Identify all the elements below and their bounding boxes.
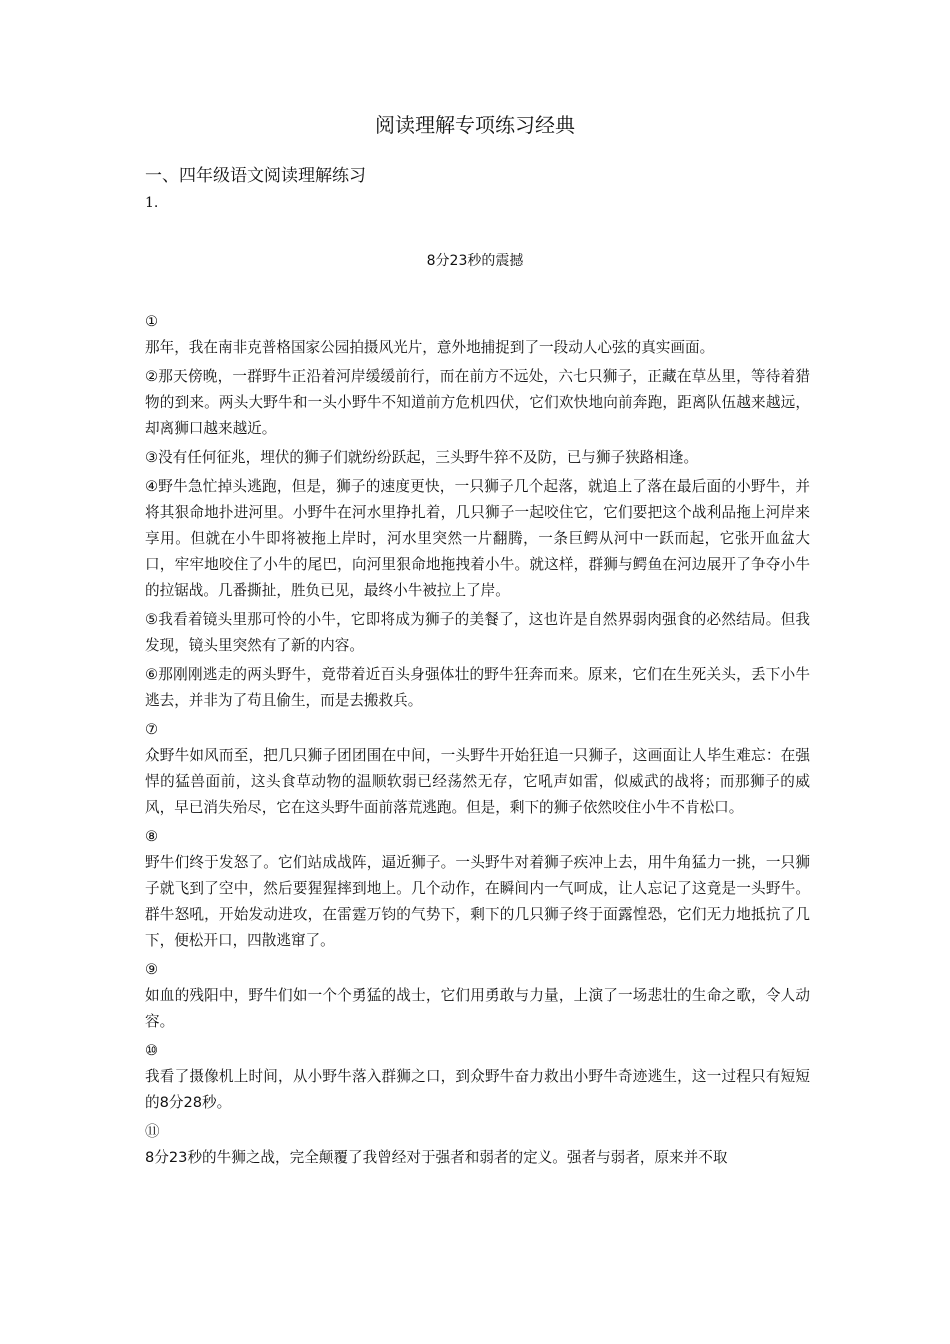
paragraph-marker-10: ⑩ xyxy=(145,1042,159,1059)
paragraph-5: ⑤我看着镜头里那可怜的小牛，它即将成为狮子的美餐了，这也许是自然界弱肉强食的必然结局。但我发现，镜头里突然有了新的内容。 xyxy=(145,611,810,654)
paragraph-4: ④野牛急忙掉头逃跑，但是，狮子的速度更快，一只狮子几个起落，就追上了落在最后面的小野牛，并将其狠命地扑进河里。小野牛在河水里挣扎着，几只狮子一起咬住它，它们要把这个战利品拖上河岸来享用。但就在小牛即将被拖上岸时，河水里突然一片翻腾，一条巨鳄从河中一跃而起，它张开血盆大口，牢牢地咬住了小牛的尾巴，向河里狠命地拖拽着小牛。就这样，群狮与鳄鱼在河边展开了争夺小牛的拉锯战。几番撕扯，胜负已见，最终小牛被拉上了岸。 xyxy=(145,478,810,599)
paragraph-11: 8分23秒的牛狮之战，完全颠覆了我曾经对于强者和弱者的定义。强者与弱者，原来并不取 xyxy=(145,1149,728,1166)
article-title: 8分23秒的震撼 xyxy=(426,253,524,269)
question-number: 1. xyxy=(145,195,159,211)
paragraph-7: 众野牛如风而至，把几只狮子团团围在中间，一头野牛开始狂追一只狮子，这画面让人毕生难忘：在强悍的猛兽面前，这头食草动物的温顺软弱已经荡然无存，它吼声如雷，似威武的战将；而那狮子的威风，早已消失殆尽，它在这头野牛面前落荒逃跑。但是，剩下的狮子依然咬住小牛不肯松口。 xyxy=(145,747,810,816)
section-heading: 一、四年级语文阅读理解练习 xyxy=(145,166,366,186)
paragraph-marker-7: ⑦ xyxy=(145,721,159,738)
paragraph-8: 野牛们终于发怒了。它们站成战阵，逼近狮子。一头野牛对着狮子疾冲上去，用牛角猛力一挑，一只狮子就飞到了空中，然后要猩猩摔到地上。几个动作，在瞬间内一气呵成，让人忘记了这竟是一头野牛。群牛怒吼，开始发动进攻，在雷霆万钧的气势下，剩下的几只狮子终于面露惶恐，它们无力地抵抗了几下，便松开口，四散逃窜了。 xyxy=(145,854,810,949)
paragraph-3: ③没有任何征兆，埋伏的狮子们就纷纷跃起，三头野牛猝不及防，已与狮子狭路相逢。 xyxy=(145,449,699,466)
paragraph-9: 如血的残阳中，野牛们如一个个勇猛的战士，它们用勇敢与力量，上演了一场悲壮的生命之歌，令人动容。 xyxy=(145,987,810,1030)
paragraph-6: ⑥那刚刚逃走的两头野牛，竟带着近百头身强体壮的野牛狂奔而来。原来，它们在生死关头，丢下小牛逃去，并非为了苟且偷生，而是去搬救兵。 xyxy=(145,666,810,709)
document-title: 阅读理解专项练习经典 xyxy=(375,113,575,137)
article-body xyxy=(145,306,810,1174)
paragraph-2: ②那天傍晚，一群野牛正沿着河岸缓缓前行，而在前方不远处，六七只狮子，正藏在草丛里，等待着猎物的到来。两头大野牛和一头小野牛不知道前方危机四伏，它们欢快地向前奔跑，距离队伍越来越远，却离狮口越来越近。 xyxy=(145,368,810,437)
paragraph-1: 那年，我在南非克普格国家公园拍摄风光片，意外地捕捉到了一段动人心弦的真实画面。 xyxy=(145,339,715,356)
paragraph-marker-9: ⑨ xyxy=(145,961,159,978)
paragraph-marker-8: ⑧ xyxy=(145,828,159,845)
paragraph-marker-1: ① xyxy=(145,313,159,330)
paragraph-10: 我看了摄像机上时间，从小野牛落入群狮之口，到众野牛奋力救出小野牛奇迹逃生，这一过程只有短短的8分28秒。 xyxy=(145,1068,810,1111)
paragraph-marker-11: ⑪ xyxy=(145,1123,160,1140)
